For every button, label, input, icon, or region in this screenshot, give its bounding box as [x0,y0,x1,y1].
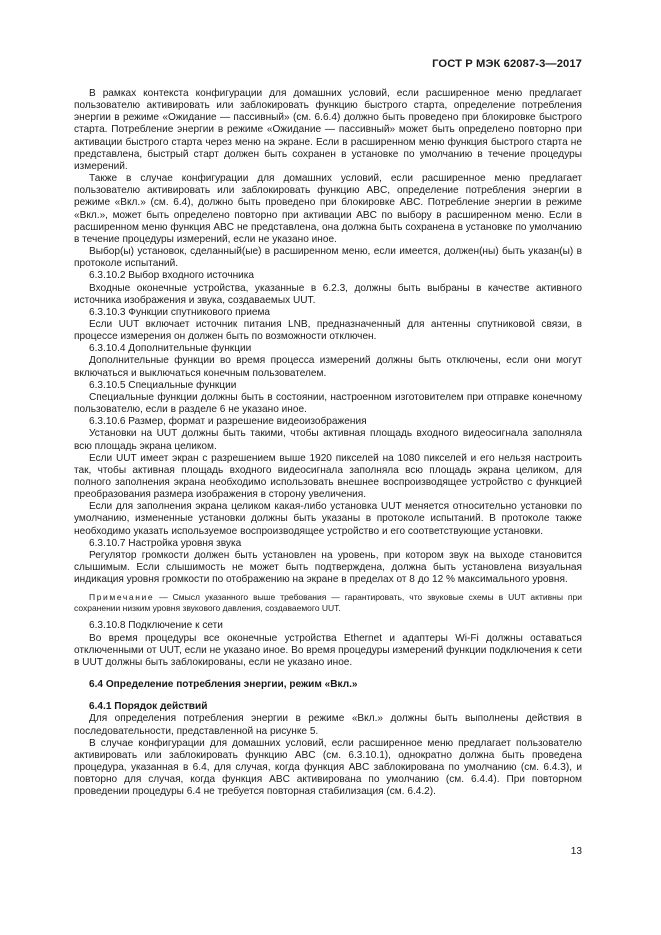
paragraph: Во время процедуры все оконечные устройства Ethernet и адаптеры Wi-Fi должны оставаться отключенными от UUT, если не указано иное. Во время процедуры измерений функции подключения к сети в UUT должны быть заблокированы, если не указано иное. [74,632,582,668]
paragraph: Если UUT имеет экран с разрешением выше 1920 пикселей на 1080 пикселей и его нельзя настроить так, чтобы активная площадь входного видеосигнала заполняла всю площадь экрана целиком, для полного заполнения экрана необходимо использовать внешнее воспроизводящее устройство с функцией преобразования размера изображения в сторону увеличения. [74,452,582,501]
clause-heading-6-3-10-6: 6.3.10.6 Размер, формат и разрешение видеоизображения [89,416,367,428]
clause-heading-6-3-10-5: 6.3.10.5 Специальные функции [89,379,237,391]
page-number: 13 [570,846,582,857]
clause-heading-6-3-10-7: 6.3.10.7 Настройка уровня звука [89,537,242,549]
paragraph: Выбор(ы) установок, сделанный(ые) в расширенном меню, если имеется, должен(ны) быть указан(ы) в протоколе испытаний. [74,246,582,270]
note [74,592,582,614]
clause-heading-6-3-10-3: 6.3.10.3 Функции спутникового приема [89,306,271,318]
note-label: Примечание [89,592,155,603]
paragraph: Специальные функции должны быть в состоянии, настроенном изготовителем при отправке конечному пользователю, если в разделе 6 не указано иное. [74,391,582,416]
paragraph: Если для заполнения экрана целиком какая-либо установка UUT меняется относительно установки по умолчанию, измененные установки должны быть указаны в протоколе испытаний. В протоколе также необходимо указать используемое воспроизводящее устройство и его соответствующие установки. [74,501,582,537]
paragraph: В рамках контекста конфигурации для домашних условий, если расширенное меню предлагает пользователю активировать или заблокировать функцию быстрого старта, определение потребления энергии в режиме «Ожидание — пассивный» (см. 6.6.4) должно быть проведено при блокировке быстрого старта. Потребление энергии в режиме «Ожидание — пассивный» может быть определено повторно при активации быстрого старта через меню на экране. Если в расширенном меню функция быстрого старта не представлена, быстрый старт должен быть сохранен в установке по умолчанию в течение процедуры измерений. [74,88,582,172]
paragraph: Дополнительные функции во время процесса измерений должны быть отключены, если они могут включаться и выключаться конечным пользователем. [74,355,582,379]
paragraph: Для определения потребления энергии в режиме «Вкл.» должны быть выполнены действия в последовательности, представленной на рисунке 5. [74,713,582,737]
running-header-standard-id: ГОСТ Р МЭК 62087-3—2017 [432,58,582,70]
clause-heading-6-3-10-2: 6.3.10.2 Выбор входного источника [89,270,255,282]
paragraph: Регулятор громкости должен быть установлен на уровень, при котором звук на выходе становится слышимым. Если слышимость не может быть подтверждена, должна быть установлена визуальная индикация уровня громкости по отображению на экране в пределах от 8 до 12 % максимального уровня. [74,549,582,586]
clause-heading-6-3-10-4: 6.3.10.4 Дополнительные функции [89,343,252,355]
paragraph: Входные оконечные устройства, указанные в 6.2.3, должны быть выбраны в качестве активного источника изображения и звука, создаваемых UUT. [74,282,582,306]
paragraph: В случае конфигурации для домашних условий, если расширенное меню предлагает пользователю активировать или заблокировать функцию ABC (см. 6.3.10.1), однократно должна быть проведена процедура, указанная в 6.4, для случая, когда функция ABC заблокирована по умолчанию (см. 6.4.3), и повторно для случая, когда функция ABC активирована по умолчанию (см. 6.4.4). При повторном проведении процедуры 6.4 не требуется повторная стабилизация (см. 6.4.2). [74,737,582,798]
paragraph: Установки на UUT должны быть такими, чтобы активная площадь входного видеосигнала заполняла всю площадь экрана целиком. [74,428,582,452]
subsection-heading-6-4-1: 6.4.1 Порядок действий [89,701,208,713]
note-text: — Смысл указанного выше требования — гарантировать, что звуковые схемы в UUT активны при сохранении низким уровня звукового давления, создаваемого UUT. [74,592,582,614]
paragraph: Также в случае конфигурации для домашних условий, если расширенное меню предлагает пользователю активировать или заблокировать функцию ABC, определение потребления энергии в режиме «Вкл.» (см. 6.4), должно быть проведено при блокировке ABC. Потребление энергии в режиме «Вкл.», может быть определено повторно при активации ABC по выбору в расширенном меню. Если в расширенном меню функция ABC не представлена, она должна быть сохранена в установке по умолчанию в течение процедуры измерений, если не указано иное. [74,173,582,245]
section-heading-6-4: 6.4 Определение потребления энергии, режим «Вкл.» [89,679,358,691]
clause-heading-6-3-10-8: 6.3.10.8 Подключение к сети [89,620,223,632]
page-body [74,88,582,798]
paragraph: Если UUT включает источник питания LNB, предназначенный для антенны спутниковой связи, в процессе измерения он должен быть по возможности отключен. [74,318,582,343]
